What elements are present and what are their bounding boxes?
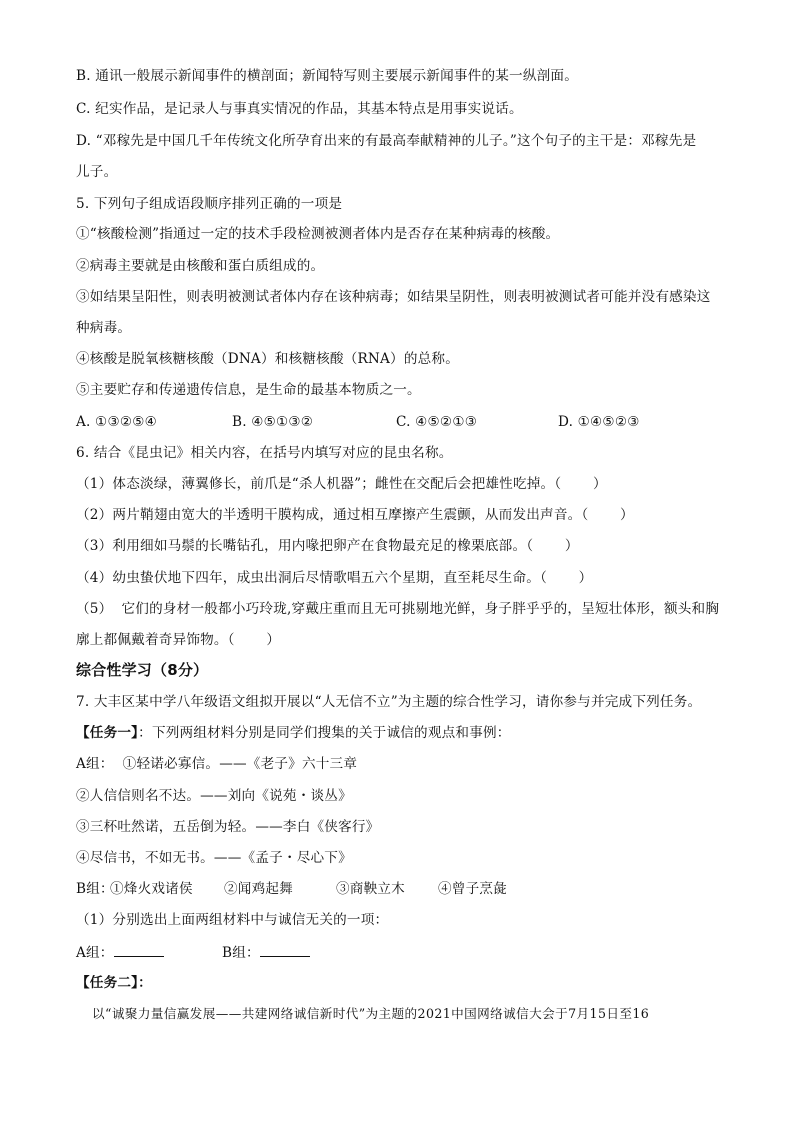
group-b-item-4: ④曾子烹彘 [438, 881, 507, 897]
option-c-line: C. 纪实作品，是记录人与事真实情况的作品，其基本特点是用事实说话。 [76, 101, 523, 117]
task-1-tag: 【任务一】 [76, 725, 139, 741]
answer-a-line [76, 942, 164, 963]
task-1-line [76, 723, 511, 743]
choice-d: D. ①④⑤②③ [558, 414, 640, 430]
sentence-3-cont: 种病毒。 [76, 320, 132, 336]
question-6-item-3: （3）利用细如马鬃的长嘴钻孔，用内喙把卵产在食物最充足的橡栗底部。（ ） [76, 538, 579, 554]
option-d-line-cont: 儿子。 [76, 164, 118, 180]
answer-a-label: A组： [76, 945, 114, 961]
task-2-line [76, 973, 152, 993]
question-6-item-1: （1）体态淡绿，薄翼修长，前爪是“杀人机器”；雌性在交配后会把雄性吃掉。（ ） [76, 476, 607, 492]
question-6-item-5-cont: 廓上都佩戴着奇异饰物。（ ） [76, 632, 281, 648]
task-2-text: 以“诚聚力量信赢发展——共建网络诚信新时代”为主题的2021中国网络诚信大会于7月15日至16 [92, 1006, 650, 1021]
task-2-colon: ： [138, 975, 152, 991]
option-d-line: D. “邓稼先是中国几千年传统文化所孕育出来的有最高奉献精神的儿子。”这个句子的主干是：邓稼先是 [76, 133, 697, 149]
answer-a-blank[interactable] [114, 942, 164, 957]
group-b-item-2: ②闻鸡起舞 [224, 881, 293, 897]
group-a-item-1: A组： ①轻诺必寡信。——《老子》六十三章 [76, 756, 358, 772]
question-7-part-1: （1）分别选出上面两组材料中与诚信无关的一项： [76, 912, 389, 928]
group-b-item-1: ①烽火戏诸侯 [110, 881, 193, 897]
option-b-line: B. 通讯一般展示新闻事件的横剖面；新闻特写则主要展示新闻事件的某一纵剖面。 [76, 68, 579, 84]
sentence-2: ②病毒主要就是由核酸和蛋白质组成的。 [76, 258, 325, 274]
group-b-label: B组： [76, 881, 114, 897]
question-7: 7. 大丰区某中学八年级语文组拟开展以“人无信不立”为主题的综合性学习，请你参与并完成下列任务。 [76, 694, 702, 710]
group-b-item-3: ③商鞅立木 [336, 881, 405, 897]
group-a-item-3: ③三杯吐然诺，五岳倒为轻。——李白《侠客行》 [76, 819, 380, 835]
question-5: 5. 下列句子组成语段顺序排列正确的一项是 [76, 196, 343, 212]
question-6: 6. 结合《昆虫记》相关内容，在括号内填写对应的昆虫名称。 [76, 445, 453, 461]
question-6-item-5: （5） 它们的身材一般都小巧玲珑,穿戴庄重而且无可挑剔地光鲜，身子胖乎乎的，呈短壮体形，额头和胸 [76, 601, 720, 617]
task-1-text: ：下列两组材料分别是同学们搜集的关于诚信的观点和事例： [138, 725, 511, 741]
choice-b: B. ④⑤①③② [232, 414, 314, 430]
sentence-5: ⑤主要贮存和传递遗传信息，是生命的最基本物质之一。 [76, 382, 421, 398]
choice-c: C. ④⑤②①③ [396, 414, 478, 430]
question-6-item-4: （4）幼虫蛰伏地下四年，成虫出洞后尽情歌唱五六个星期，直至耗尽生命。（ ） [76, 570, 593, 586]
group-a-item-2: ②人信信则名不达。——刘向《说苑・谈丛》 [76, 788, 352, 804]
answer-b-label: B组： [222, 945, 260, 961]
task-2-tag: 【任务二】 [76, 975, 139, 991]
sentence-1: ①“核酸检测”指通过一定的技术手段检测被测者体内是否存在某种病毒的核酸。 [76, 226, 560, 242]
question-6-item-2: （2）两片鞘翅由宽大的半透明干膜构成，通过相互摩擦产生震颤，从而发出声音。（ ） [76, 507, 634, 523]
choice-a: A. ①③②⑤④ [76, 414, 157, 430]
section-heading: 综合性学习（8分） [76, 661, 209, 679]
sentence-4: ④核酸是脱氧核糖核酸（DNA）和核糖核酸（RNA）的总称。 [76, 351, 460, 367]
sentence-3: ③如结果呈阳性，则表明被测试者体内存在该种病毒；如结果呈阴性，则表明被测试者可能并没有感染这 [76, 289, 711, 305]
answer-b-blank[interactable] [260, 942, 310, 957]
group-a-item-4: ④尽信书，不如无书。——《孟子・尽心下》 [76, 850, 352, 866]
answer-b-line [222, 942, 310, 963]
